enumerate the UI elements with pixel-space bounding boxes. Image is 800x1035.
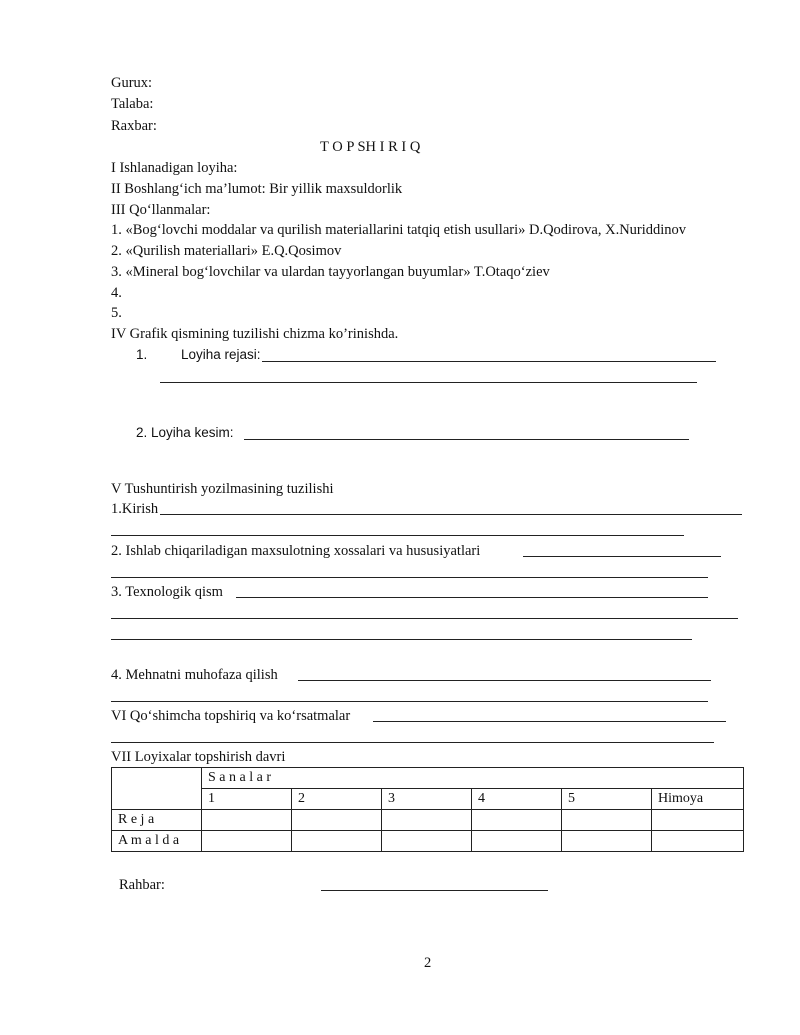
section-references: III Qo‘llanmalar: — [111, 202, 211, 218]
table-corner-cell — [112, 768, 202, 810]
table-cell[interactable] — [382, 810, 472, 831]
dates-header: S a n a l a r — [202, 768, 744, 789]
tech-label: 3. Texnologik qism — [111, 584, 223, 600]
section-initial-data: II Boshlang‘ich ma’lumot: Bir yillik maxsuldorlik — [111, 181, 403, 197]
safety-answer-line[interactable] — [298, 680, 711, 681]
table-row — [112, 831, 744, 852]
plan-answer-line[interactable] — [262, 361, 716, 362]
reference-3: 3. «Mineral bog‘lovchilar va ulardan tayyorlangan buyumlar» T.Otaqo‘ziev — [111, 264, 550, 280]
graphics-item-1-number: 1. — [136, 347, 148, 362]
reference-5: 5. — [111, 305, 122, 321]
table-row — [112, 789, 744, 810]
table-cell[interactable] — [652, 831, 744, 852]
additional-answer-line[interactable] — [373, 721, 726, 722]
column-header: 2 — [292, 789, 382, 810]
graphics-item-2-label: 2. Loyiha kesim: — [136, 425, 234, 440]
advisor-signature-line[interactable] — [321, 890, 548, 891]
additional-answer-line-2[interactable] — [111, 742, 714, 743]
column-header: 3 — [382, 789, 472, 810]
student-label: Talaba: — [111, 96, 154, 112]
schedule-table — [111, 767, 744, 852]
intro-answer-line-2[interactable] — [111, 535, 684, 536]
tech-answer-line-3[interactable] — [111, 639, 692, 640]
table-cell[interactable] — [202, 810, 292, 831]
table-cell[interactable] — [472, 831, 562, 852]
page-number: 2 — [424, 955, 432, 971]
section-additional: VI Qo‘shimcha topshiriq va ko‘rsatmalar — [111, 708, 351, 724]
reference-2: 2. «Qurilish materiallari» E.Q.Qosimov — [111, 243, 342, 259]
column-header: Himoya — [652, 789, 744, 810]
properties-answer-line[interactable] — [523, 556, 721, 557]
table-cell[interactable] — [382, 831, 472, 852]
advisor-label: Raxbar: — [111, 118, 157, 134]
intro-label: 1.Kirish — [111, 501, 159, 517]
column-header: 5 — [562, 789, 652, 810]
section-project: I Ishlanadigan loyiha: — [111, 160, 238, 176]
group-label: Gurux: — [111, 75, 153, 91]
row-header: A m a l d a — [112, 831, 202, 852]
column-header: 1 — [202, 789, 292, 810]
properties-label: 2. Ishlab chiqariladigan maxsulotning xossalari va hususiyatlari — [111, 543, 481, 559]
table-cell[interactable] — [292, 831, 382, 852]
section-explanatory: V Tushuntirish yozilmasining tuzilishi — [111, 481, 334, 497]
graphics-item-1-label: Loyiha rejasi: — [181, 347, 261, 362]
reference-4: 4. — [111, 285, 122, 301]
properties-answer-line-2[interactable] — [111, 577, 708, 578]
column-header: 4 — [472, 789, 562, 810]
table-cell[interactable] — [562, 810, 652, 831]
row-header: R e j a — [112, 810, 202, 831]
table-row — [112, 768, 744, 789]
table-cell[interactable] — [652, 810, 744, 831]
safety-answer-line-2[interactable] — [111, 701, 708, 702]
tech-answer-line-2[interactable] — [111, 618, 738, 619]
footer-advisor-label: Rahbar: — [119, 877, 165, 893]
table-cell[interactable] — [472, 810, 562, 831]
intro-answer-line[interactable] — [160, 514, 742, 515]
page-title: T O P SH I R I Q — [320, 139, 421, 155]
tech-answer-line[interactable] — [236, 597, 708, 598]
table-row — [112, 810, 744, 831]
section-schedule: VII Loyixalar topshirish davri — [111, 749, 286, 765]
table-cell[interactable] — [202, 831, 292, 852]
plan-answer-line-2[interactable] — [160, 382, 697, 383]
section-answer-line[interactable] — [244, 439, 689, 440]
reference-1: 1. «Bog‘lovchi moddalar va qurilish materiallarini tatqiq etish usullari» D.Qodirova, X.Nuriddinov — [111, 222, 687, 238]
section-graphics: IV Grafik qismining tuzilishi chizma ko’rinishda. — [111, 326, 399, 342]
table-cell[interactable] — [562, 831, 652, 852]
safety-label: 4. Mehnatni muhofaza qilish — [111, 667, 278, 683]
table-cell[interactable] — [292, 810, 382, 831]
